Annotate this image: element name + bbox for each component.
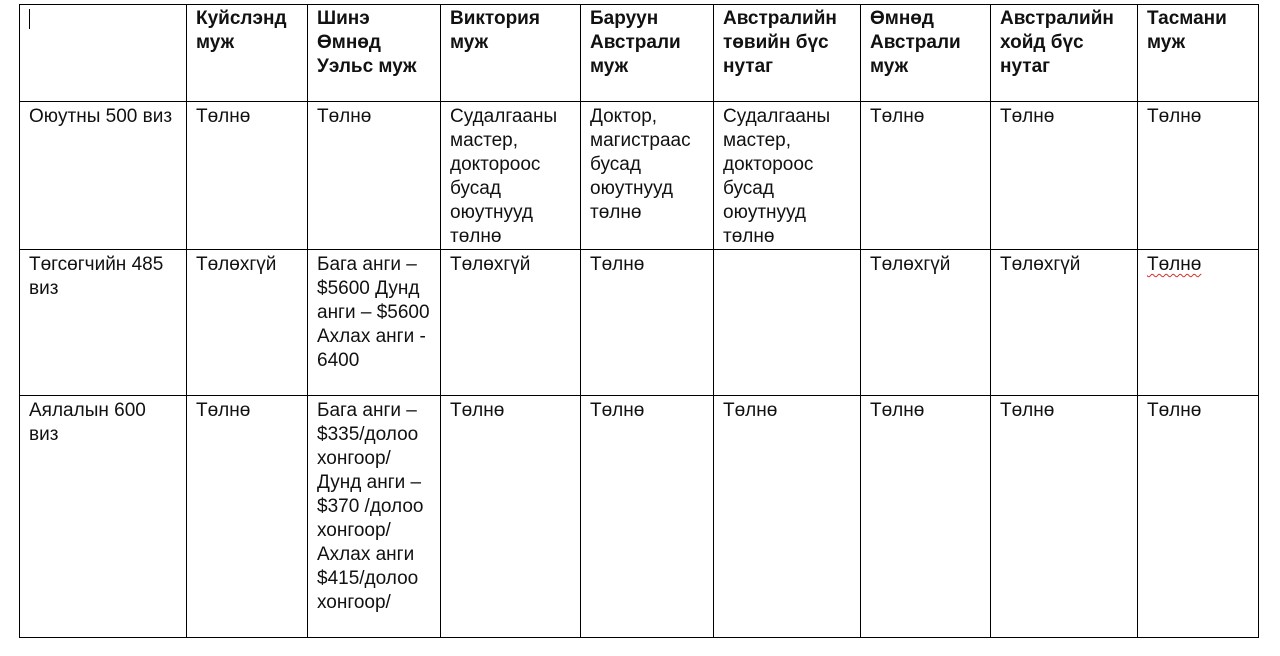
table-cell: Төлнө — [581, 250, 714, 396]
table-cell: Төлнө — [1138, 396, 1259, 638]
table-cell: Бага анги – $335/долоо хонгоор/ Дунд анги – $370 /долоо хонгоор/ Ахлах анги $415/долоо хонгоор/ — [308, 396, 441, 638]
corner-cell[interactable] — [20, 5, 187, 102]
table-cell: Бага анги – $5600 Дунд анги – $5600 Ахлах анги - 6400 — [308, 250, 441, 396]
header-label: Өмнөд Австрали муж — [870, 8, 961, 77]
header-row — [20, 5, 1259, 102]
header-label: Австралийн төвийн бүс нутаг — [723, 8, 837, 77]
header-sa — [861, 5, 991, 102]
table-cell: Төлнө — [991, 396, 1138, 638]
table-cell — [714, 250, 861, 396]
table-cell: Төлнө — [441, 396, 581, 638]
table-cell: Төлөхгүй — [991, 250, 1138, 396]
table-cell: Төлнө — [991, 102, 1138, 250]
header-nsw — [308, 5, 441, 102]
header-label: Шинэ Өмнөд Уэльс муж — [317, 8, 417, 77]
table-cell: Судалгааны мастер, доктороос бусад оюутнууд төлнө — [714, 102, 861, 250]
table-cell: Төлнө — [308, 102, 441, 250]
header-tasmania — [1138, 5, 1259, 102]
table-row — [20, 396, 1259, 638]
table-cell: Төлнө — [1138, 102, 1259, 250]
table-cell: Төлнө — [187, 102, 308, 250]
row-label: Оюутны 500 виз — [20, 102, 187, 250]
table-cell: Төлнө — [861, 396, 991, 638]
header-label: Австралийн хойд бүс нутаг — [1000, 8, 1114, 77]
table-cell: Төлнө — [861, 102, 991, 250]
text-cursor — [29, 9, 30, 29]
row-label: Төгсөгчийн 485 виз — [20, 250, 187, 396]
header-label: Тасмани муж — [1147, 8, 1227, 53]
header-label: Баруун Австрали муж — [590, 8, 681, 77]
table-cell: Төлнө — [581, 396, 714, 638]
table-row — [20, 102, 1259, 250]
table-cell: Төлөхгүй — [187, 250, 308, 396]
table-cell: Төлнө — [714, 396, 861, 638]
header-nt — [991, 5, 1138, 102]
header-queensland — [187, 5, 308, 102]
table-cell: Судалгааны мастер, доктороос бусад оюутнууд төлнө — [441, 102, 581, 250]
table-cell: Төлнө — [187, 396, 308, 638]
header-wa — [581, 5, 714, 102]
header-victoria — [441, 5, 581, 102]
table-cell: Төлөхгүй — [441, 250, 581, 396]
header-act — [714, 5, 861, 102]
header-label: Виктория муж — [450, 8, 540, 53]
fee-table — [19, 4, 1259, 638]
row-label: Аялалын 600 виз — [20, 396, 187, 638]
table-row — [20, 250, 1259, 396]
header-label: Куйслэнд муж — [196, 8, 287, 53]
table-cell: Төлөхгүй — [861, 250, 991, 396]
table-cell: Доктор, магистраас бусад оюутнууд төлнө — [581, 102, 714, 250]
table-cell: Төлнө — [1138, 250, 1259, 396]
